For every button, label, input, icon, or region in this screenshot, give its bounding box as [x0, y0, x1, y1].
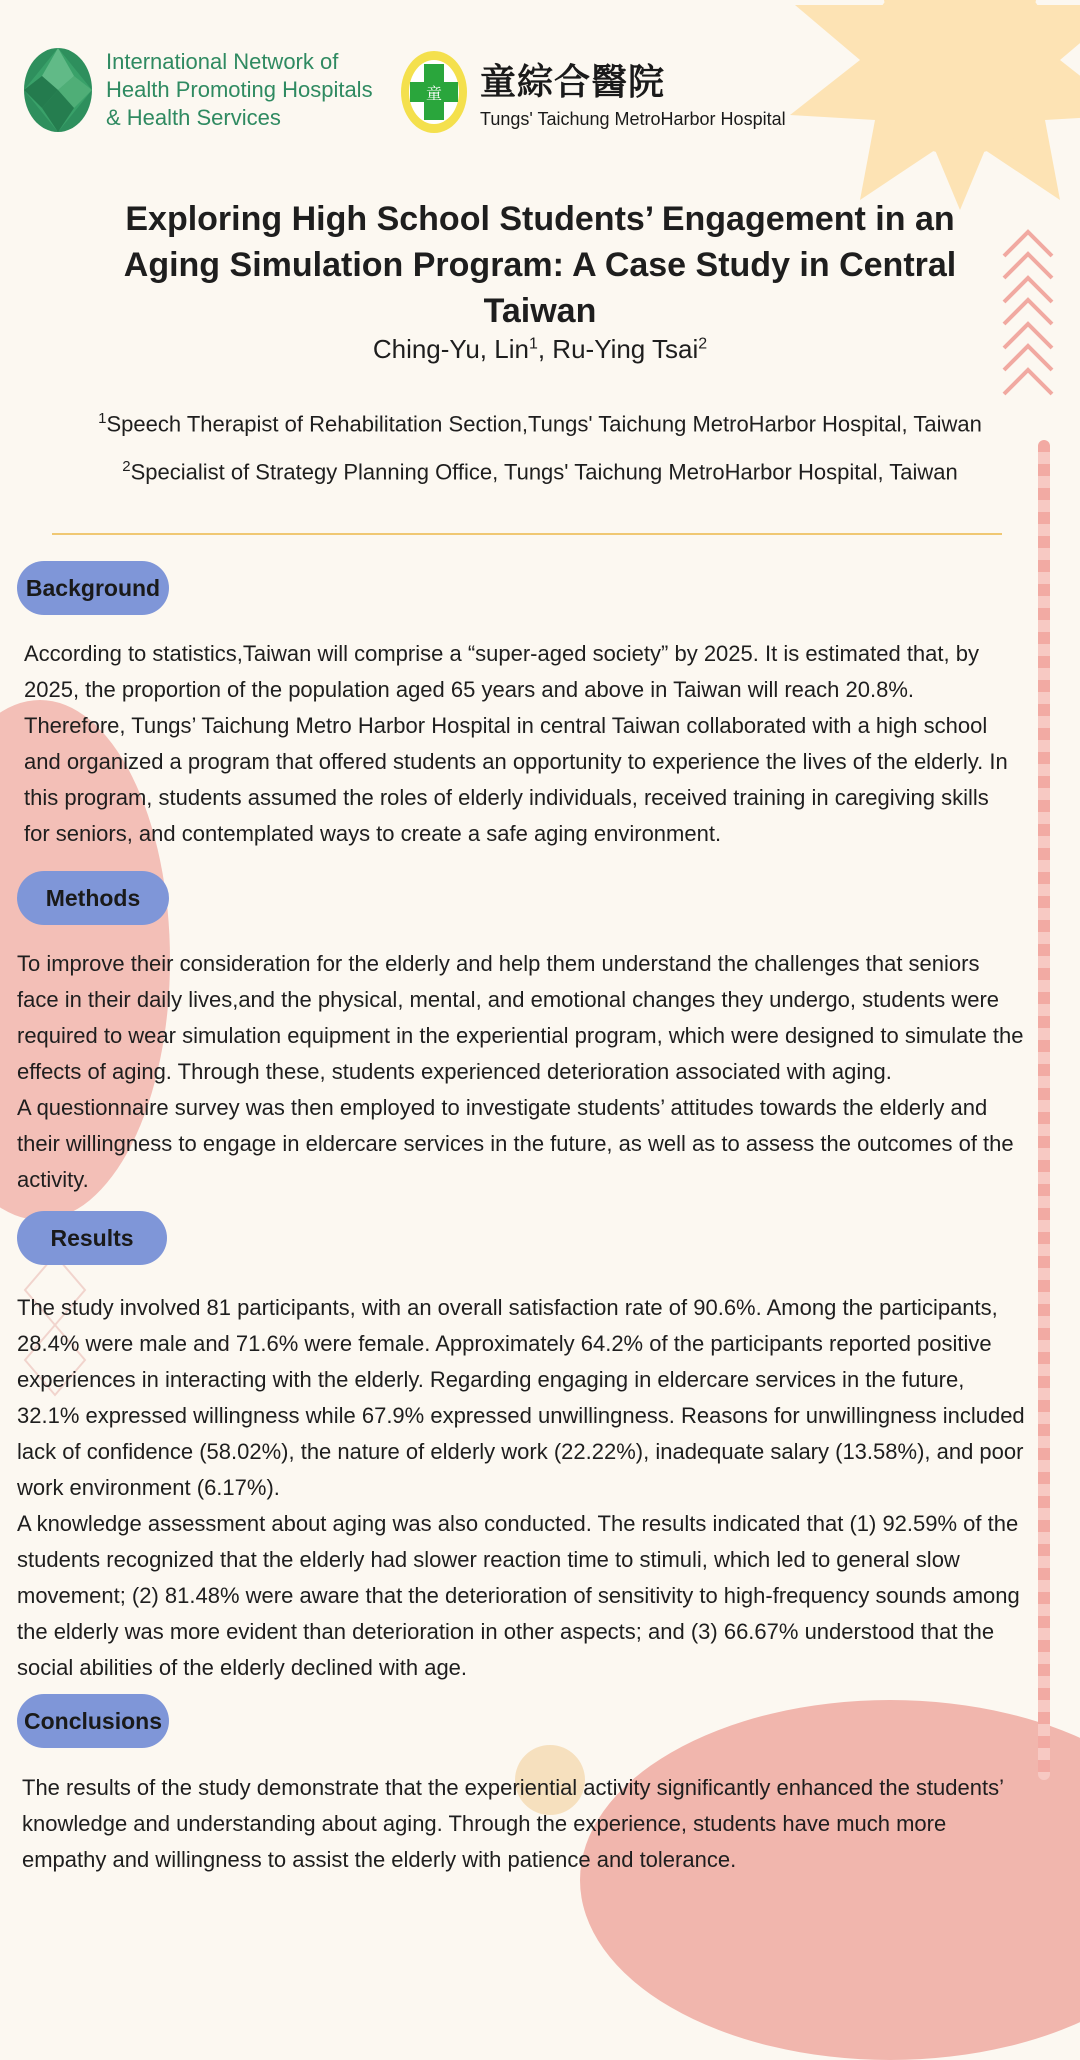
author-sup: 2 [698, 335, 708, 353]
author-separator: , [537, 334, 553, 364]
results-text [17, 1290, 1025, 1686]
affiliation-text: Specialist of Strategy Planning Office, Tungs' Taichung MetroHarbor Hospital, Taiwan [130, 459, 958, 485]
author-sup: 1 [528, 335, 538, 353]
bottom-blob-decoration [580, 1700, 1080, 2060]
paragraph: The study involved 81 participants, with an overall satisfaction rate of 90.6%. Among the participants, 28.4% were male and 71.6% were female. Approximately 64.2% of the participants reported positive experiences in interacting with the elderly. Regarding engaging in eldercare services in the future, 32.1% expressed willingness while 67.9% expressed unwillingness. Reasons for unwillingness included lack of confidence (58.02%), the nature of elderly work (22.22%), inadequate salary (13.58%), and poor work environment (6.17%). [17, 1295, 1025, 1500]
author-name: Ching-Yu, Lin [372, 334, 529, 364]
section-heading-conclusions: Conclusions [17, 1694, 169, 1748]
hph-logo-line: & Health Services [106, 105, 281, 130]
side-stripe-decoration [1038, 440, 1050, 1780]
hospital-logo-text [480, 54, 786, 130]
section-heading-background: Background [17, 561, 169, 615]
header [22, 44, 786, 144]
section-heading-methods: Methods [17, 871, 169, 925]
paragraph: A questionnaire survey was then employed to investigate students’ attitudes towards the elderly and their willingness to engage in eldercare services in the future, as well as to assess the outcomes of the activity. [17, 1095, 1014, 1192]
hph-logo-line: Health Promoting Hospitals [106, 77, 373, 102]
hospital-logo-icon [400, 50, 468, 134]
affiliation [0, 458, 1080, 485]
paragraph: To improve their consideration for the elderly and help them understand the challenges that seniors face in their daily lives,and the physical, mental, and emotional changes they undergo, students were required to wear simulation equipment in the experiential program, which were designed to simulate the effects of aging. Through these, students experienced deterioration associated with aging. [17, 951, 1024, 1084]
section-heading-results: Results [17, 1211, 167, 1265]
paragraph: The results of the study demonstrate that the experiential activity significantly enhanced the students’ knowledge and understanding about aging. Through the experience, students have much more empathy and willingness to assist the elderly with patience and tolerance. [22, 1775, 1004, 1872]
paragraph: According to statistics,Taiwan will comprise a “super-aged society” by 2025. It is estimated that, by 2025, the proportion of the population aged 65 years and above in Taiwan will reach 20.8%. Therefore, Tungs’ Taichung Metro Harbor Hospital in central Taiwan collaborated with a high school and organized a program that offered students an opportunity to experience the lives of the elderly. In this program, students assumed the roles of elderly individuals, received training in caregiving skills for seniors, and contemplated ways to create a safe aging environment. [24, 641, 1008, 846]
hph-globe-logo-icon [22, 46, 94, 134]
methods-text [17, 946, 1025, 1198]
affiliation-sup: 1 [98, 410, 107, 427]
poster-title: Exploring High School Students’ Engagement in an Aging Simulation Program: A Case Study in Central Taiwan [123, 200, 957, 330]
background-text [24, 636, 1014, 852]
affiliation-text: Speech Therapist of Rehabilitation Section,Tungs' Taichung MetroHarbor Hospital, Taiwan [106, 411, 982, 437]
chevron-up-icon [998, 222, 1058, 412]
hospital-name-en: Tungs' Taichung MetroHarbor Hospital [480, 109, 786, 129]
hospital-logo-glyph: 童 [425, 84, 443, 103]
authors [0, 334, 1080, 365]
paragraph: A knowledge assessment about aging was also conducted. The results indicated that (1) 92.59% of the students recognized that the elderly had slower reaction time to stimuli, which led to general slow movement; (2) 81.48% were aware that the deterioration of sensitivity to high-frequency sounds among the elderly was more evident than deterioration in other aspects; and (3) 66.67% understood that the social abilities of the elderly declined with age. [17, 1511, 1020, 1680]
author-name: Ru-Ying Tsai [552, 334, 699, 364]
conclusions-text [22, 1770, 1012, 1878]
affiliation-sup: 2 [122, 458, 131, 475]
affiliation [0, 410, 1080, 437]
header-divider [52, 533, 1002, 535]
hph-logo-text [106, 48, 376, 132]
hospital-name-cn: 童綜合醫院 [480, 61, 666, 102]
hph-logo-line: International Network of [106, 49, 339, 74]
sun-decoration [780, 0, 1080, 210]
